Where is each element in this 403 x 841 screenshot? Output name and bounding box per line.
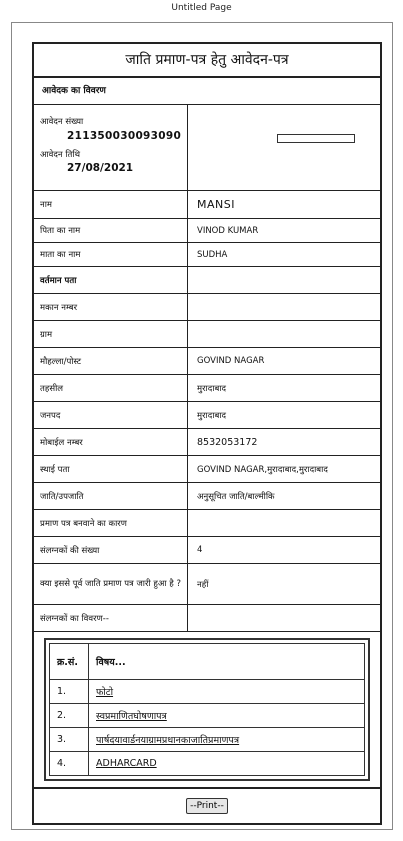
document-link-councillor-certificate[interactable]: पार्षदयावार्डनयाग्रामप्रधानकाजातिप्रमाणपत्र xyxy=(89,728,365,752)
row-attachment-count xyxy=(34,537,380,564)
attachment-count-value: 4 xyxy=(197,545,203,555)
father-name-value: VINOD KUMAR xyxy=(197,225,259,236)
application-number: 211350030093090 xyxy=(67,130,182,142)
row-father-name xyxy=(34,219,380,243)
name-value: MANSI xyxy=(197,198,235,211)
house-number-value xyxy=(188,294,380,320)
row-attachment-details xyxy=(34,605,380,632)
mobile-label: मोबाईल नम्बर xyxy=(34,429,188,455)
attachment-count-label: संलग्नकों की संख्या xyxy=(34,537,188,563)
reason-value xyxy=(188,510,380,536)
document-sn: 3. xyxy=(50,728,89,752)
application-info-row xyxy=(34,105,380,191)
documents-header-row xyxy=(50,644,365,680)
row-name xyxy=(34,191,380,219)
row-reason xyxy=(34,510,380,537)
document-link-photo[interactable]: फोटो xyxy=(89,680,365,704)
application-date-label: आवेदन तिथि xyxy=(40,150,81,160)
locality-label: मौहल्ला/पोस्ट xyxy=(34,348,188,374)
document-sn: 2. xyxy=(50,704,89,728)
district-label: जनपद xyxy=(34,402,188,428)
print-button[interactable]: --Print-- xyxy=(186,798,228,814)
print-area xyxy=(34,789,380,823)
reason-label: प्रमाण पत्र बनवाने का कारण xyxy=(34,510,188,536)
house-number-label: मकान नम्बर xyxy=(34,294,188,320)
application-info-cell xyxy=(34,105,188,190)
table-row xyxy=(50,680,365,704)
table-row xyxy=(50,728,365,752)
row-previous-certificate xyxy=(34,564,380,605)
mother-name-value: SUDHA xyxy=(197,249,228,260)
documents-box xyxy=(44,638,370,781)
row-district xyxy=(34,402,380,429)
row-caste xyxy=(34,483,380,510)
blank-input-box[interactable] xyxy=(277,134,355,143)
document-link-aadhar[interactable]: ADHARCARD xyxy=(89,752,365,776)
district-value: मुरादाबाद xyxy=(197,410,227,421)
attachment-details-label: संलग्नकों का विवरण-- xyxy=(34,605,188,631)
form-title: जाति प्रमाण-पत्र हेतु आवेदन-पत्र xyxy=(34,44,380,78)
row-village xyxy=(34,321,380,348)
tehsil-value: मुरादाबाद xyxy=(197,383,227,394)
section-applicant-details: आवेदक का विवरण xyxy=(34,78,380,105)
permanent-address-label: स्थाई पता xyxy=(34,456,188,482)
documents-table xyxy=(49,643,365,776)
document-sn: 1. xyxy=(50,680,89,704)
mother-name-label: माता का नाम xyxy=(34,243,188,266)
father-name-label: पिता का नाम xyxy=(34,219,188,242)
application-number-label: आवेदन संख्या xyxy=(40,117,84,127)
village-label: ग्राम xyxy=(34,321,188,347)
document-link-self-declaration[interactable]: स्वप्रमाणितघोषणापत्र xyxy=(89,704,365,728)
mobile-value: 8532053172 xyxy=(197,436,258,448)
previous-certificate-label: क्या इससे पूर्व जाति प्रमाण पत्र जारी हुआ है ? xyxy=(34,564,188,604)
tehsil-label: तहसील xyxy=(34,375,188,401)
attachment-details-value xyxy=(188,605,380,631)
application-form xyxy=(32,42,382,825)
row-permanent-address xyxy=(34,456,380,483)
locality-value: GOVIND NAGAR xyxy=(197,356,265,366)
row-current-address xyxy=(34,267,380,294)
name-label: नाम xyxy=(34,191,188,218)
documents-header-sn: क्र.सं. xyxy=(50,644,89,680)
permanent-address-value: GOVIND NAGAR,मुरादाबाद,मुरादाबाद xyxy=(197,464,328,475)
application-date: 27/08/2021 xyxy=(67,162,134,174)
documents-section xyxy=(34,632,380,789)
page-header: Untitled Page xyxy=(171,3,232,13)
current-address-value xyxy=(188,267,380,293)
caste-value: अनुसूचित जाति/बाल्मीकि xyxy=(197,491,275,502)
row-tehsil xyxy=(34,375,380,402)
table-row xyxy=(50,704,365,728)
previous-certificate-value: नहीं xyxy=(197,579,209,590)
application-extra-cell xyxy=(188,105,380,190)
document-sn: 4. xyxy=(50,752,89,776)
row-mother-name xyxy=(34,243,380,267)
row-mobile xyxy=(34,429,380,456)
documents-header-subject: विषय... xyxy=(89,644,365,680)
row-house-number xyxy=(34,294,380,321)
village-value xyxy=(188,321,380,347)
table-row xyxy=(50,752,365,776)
caste-label: जाति/उपजाति xyxy=(34,483,188,509)
current-address-label: वर्तमान पता xyxy=(34,267,188,293)
row-locality xyxy=(34,348,380,375)
